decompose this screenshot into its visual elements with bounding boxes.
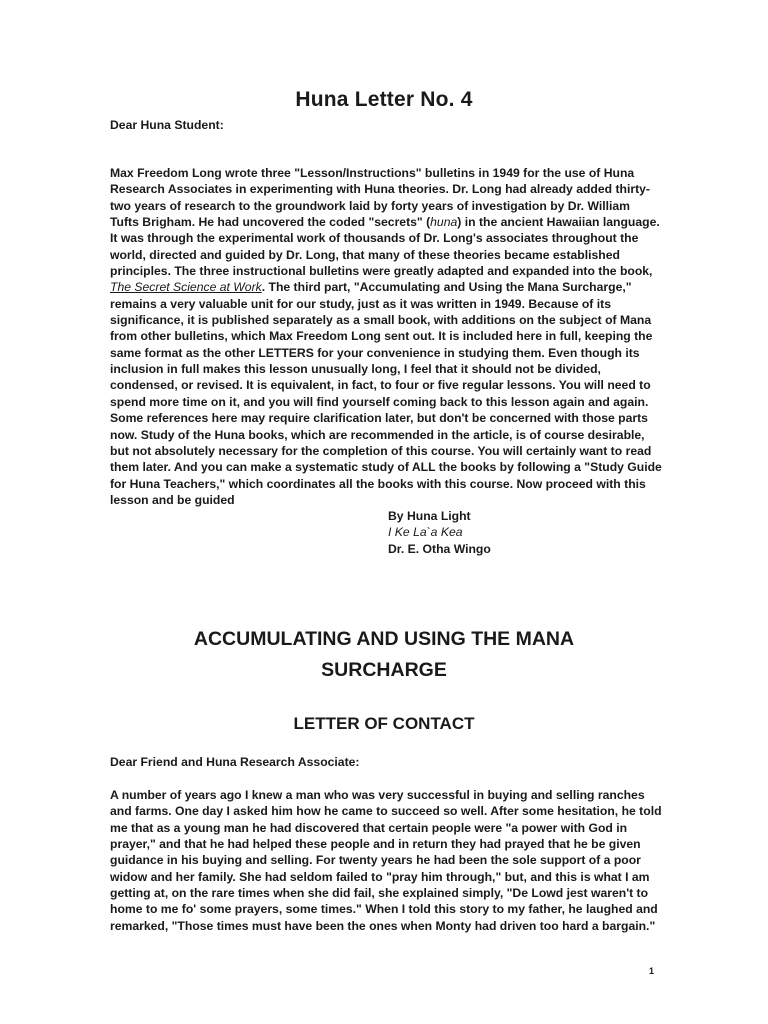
page-number: 1 — [649, 966, 655, 976]
intro-text-part2: ) in the ancient Hawaiian language. It was through the experimental work of thousands of Dr. Long's associates throughout the world, directed and guided by Dr. Long, that many of these theories became established principles. The three instructional bulletins were greatly adapted and expanded into the book, — [110, 215, 660, 279]
story-paragraph: A number of years ago I knew a man who was very successful in buying and selling ranches and farms. One day I asked him how he came to succeed so well. After some hesitation, he told me that as a young man he had discovered that certain people were "a power with God in prayer," and that he had helped these people and in return they had prayed that he be given guidance in his buying and selling. For twenty years he had been the sole support of a poor widow and her family. She had seldom failed to "pray him through," but, and this is what I am getting at, on the rare times when she did fail, she explained simply, "De Lowd jest waren't to home to me fo' some prayers, some times." When I told this story to my father, he laughed and remarked, "Those times must have been the ones when Monty had driven too hard a bargain." — [110, 788, 662, 933]
signature-block — [388, 508, 491, 557]
section-title-line1: ACCUMULATING AND USING THE MANA — [193, 628, 575, 650]
section-subtitle: LETTER OF CONTACT — [293, 714, 475, 733]
book-title-link[interactable]: The Secret Science at Work — [110, 280, 262, 295]
intro-text-part1: Max Freedom Long wrote three "Lesson/Instructions" bulletins in 1949 for the use of Huna Research Associates in experimenting with Huna theories. Dr. Long had already added thirty-two years of research to the groundwork laid by forty years of investigation by Dr. William Tufts Brigham. He had uncovered the coded "secrets" ( — [110, 166, 650, 230]
signature-line2: I Ke La`a Kea — [388, 525, 463, 540]
intro-text-part3: . The third part, "Accumulating and Using the Mana Surcharge," remains a very valuable unit for our study, just as it was written in 1949. Because of its significance, it is published separately as a small book, with additions on the subject of Mana from other bulletins, which Max Freedom Long sent out. It is included here in full, keeping the same format as the other LETTERS for your convenience in studying them. Even though its inclusion in full makes this lesson unusually long, I feel that it should not be divided, condensed, or revised. It is equivalent, in fact, to four or five regular lessons. You will need to spend more time on it, and you will find yourself coming back to this lesson again and again. Some references here may require clarification later, but don't be concerned with those parts now. Study of the Huna books, which are recommended in the article, is of course desirable, but not absolutely necessary for the completion of this course. You will certainly want to read them later. And you can make a systematic study of ALL the books by following a "Study Guide for Huna Teachers," which coordinates all the books with this course. Now proceed with this lesson and be guided — [110, 280, 662, 507]
salutation-2: Dear Friend and Huna Research Associate: — [110, 755, 360, 769]
page-title: Huna Letter No. 4 — [295, 88, 473, 111]
intro-paragraph — [110, 165, 662, 508]
section-title — [0, 624, 768, 686]
salutation: Dear Huna Student: — [110, 118, 224, 132]
huna-word: huna — [430, 215, 458, 230]
section-title-line2: SURCHARGE — [321, 659, 447, 681]
signature-line3: Dr. E. Otha Wingo — [388, 541, 491, 556]
signature-line1: By Huna Light — [388, 509, 471, 523]
